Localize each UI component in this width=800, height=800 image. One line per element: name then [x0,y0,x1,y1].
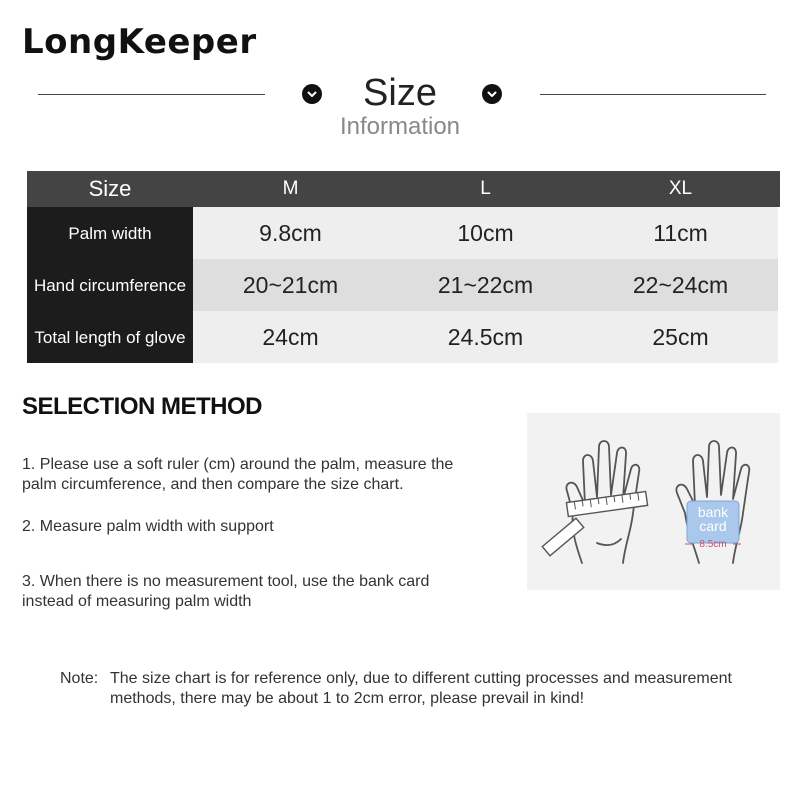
table-cell: 11cm [583,207,778,259]
divider-right [540,94,766,95]
row-label: Palm width [27,207,193,259]
header-cell-l: L [480,178,491,199]
table-cell: 24.5cm [388,311,583,363]
table-cell: 22~24cm [583,259,778,311]
step-1: 1. Please use a soft ruler (cm) around the palm, measure the palm circumference, and then compare the size chart. [22,456,454,493]
table-cell: 20~21cm [193,259,388,311]
note [60,669,760,707]
header-cell-xl: XL [668,178,693,199]
measurement-illustration [527,413,780,590]
row-label: Total length of glove [27,311,193,363]
table-row [27,207,780,259]
note-text: The size chart is for reference only, due to different cutting processes and measurement methods, there may be about 1 to 2cm error, please prevail in kind! [110,670,732,707]
card-text-1: bank [697,504,729,520]
card-text-2: card [699,518,727,534]
step-3: 3. When there is no measurement tool, use the bank card instead of measuring palm width [22,573,430,610]
header-cell-m: M [282,178,299,199]
card-measure: 8.5cm [699,539,727,550]
step-2: 2. Measure palm width with support [22,518,274,535]
table-cell: 24cm [193,311,388,363]
section-heading [0,70,800,115]
brand-logo: LongKeeper [22,22,257,62]
table-row [27,311,780,363]
selection-title: SELECTION METHOD [22,393,263,420]
page-subtitle: Information [339,113,461,140]
table-cell: 21~22cm [388,259,583,311]
size-table [27,171,780,363]
note-label: Note: [60,670,99,687]
table-cell: 9.8cm [193,207,388,259]
table-cell: 10cm [388,207,583,259]
chevron-down-icon [482,84,502,104]
row-label: Hand circumference [27,259,193,311]
table-header [27,171,780,207]
page-title: Size [363,72,437,114]
table-row [27,259,780,311]
table-cell: 25cm [583,311,778,363]
header-cell-size: Size [88,176,132,201]
